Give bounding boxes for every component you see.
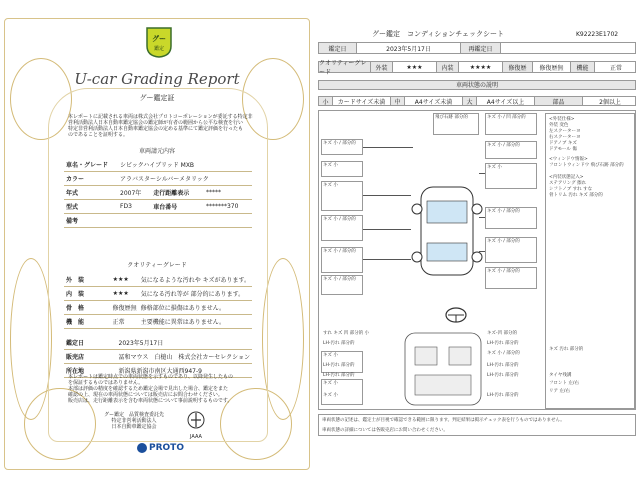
sheet-heading: グー鑑定 コンディションチェックシート: [371, 30, 505, 38]
interior-diagram: [395, 331, 491, 407]
table-row: 機 能 正常 主要機能に異常はありません。: [64, 315, 252, 329]
table-row: 骨 格 修復歴無 修格部位に損傷はありません。: [64, 301, 252, 315]
table-row: 車名・グレード シビックハイブリッド MXB: [64, 158, 252, 172]
condition-sheet: [318, 28, 636, 470]
svg-text:鑑定: 鑑定: [153, 46, 165, 52]
issuer: グー鑑定 品質検査委託先 特定非営利活動法人 日本自動車鑑定協会: [103, 412, 164, 430]
certificate-title: U-car Grading Report: [74, 70, 240, 88]
certificate-subtitle: グー鑑定証: [139, 94, 175, 102]
grading-certificate: [4, 18, 310, 470]
leader-line: [363, 147, 413, 148]
leader-line: [363, 195, 411, 196]
proto-logo: PROTO: [137, 441, 197, 455]
proto-mark-icon: [137, 443, 147, 453]
steering-wheel-icon: [445, 307, 467, 323]
document-id: K92223E1702: [576, 31, 619, 38]
leader-line: [479, 251, 485, 252]
goo-kantei-logo: [145, 26, 173, 58]
jaaa-seal: JAAA: [184, 410, 208, 434]
damage-diagram: キズ 小 / 部分的 キズ 小 キズ 小 キズ 小 / 部分的 キズ 小 / 部分的 キズ 小 / 部分的 キズ 小 キズ 小 キズ 小 飛び石跡 部分的 キズ 小 / 凹 部分的 キズ 小 / 部分的 キズ 小 キズ 小 / 部分的 キズ 小 / 部分的 キズ 小 / 部分的 キズ 小 / 部分的 すれ キズ 凹 部分的 小 LH-汚れ 部分的 LH-汚れ 部分的 LH-汚れ 部分的 キズ-凹 部分的 LH-汚れ 部分的 LH-汚れ 部分的 LH-汚れ 部分的 LH-汚れ 部分的 <外装仕様> 外装 変色 左スクーターヨ 右スクーターヨ ドアノブ キズ ドアモール 傷 <ウィンドウ情報> フロントウィンドウ 飛び石跡 部分的 <内装状態記入> ステアリング 擦れ シフトノブ すれ すな 骨トリム 汚れ キズ 部分的 キズ 汚れ 部分的 タイヤ残溝 フロント 左/右 リア 左/右: [318, 110, 636, 410]
car-top-view: [407, 183, 487, 279]
certificate-intro: 本レポートに記載される車両は株式会社プロトコーポレーションが委託する特定非 営利活動法人日本自動車鑑定協会の鑑定師が有者の範囲から公平な検査を行い 特定非営利活動法人日本自動車鑑定協会の定める基準にて鑑定評価を行ったも のであることを証明する。: [68, 114, 253, 138]
table-row: 所在地 新潟県新潟市南区大通西947-9: [64, 364, 252, 378]
size-legend-row: 小 カードサイズ未満 中 A4サイズ未満 大 A4サイズ以上 部品 2個以上: [318, 96, 636, 106]
quality-table: [64, 273, 252, 329]
svg-text:グー: グー: [152, 35, 166, 43]
date-row: 鑑定日 2023年5月17日 再鑑定日: [318, 42, 636, 54]
table-row: 外 装 ★★★ 気になるような汚れや キズがあります。: [64, 273, 252, 287]
leader-line: [363, 229, 411, 230]
table-row: 型式 FD3 車台番号 *******370: [64, 200, 252, 214]
table-row: 備考: [64, 214, 252, 228]
condition-section-title: 車両状態の説明: [318, 80, 636, 90]
quality-section-title: クオリティーグレード: [127, 262, 187, 269]
leader-line: [479, 217, 485, 218]
leader-line: [363, 259, 411, 260]
certificate-footer-note: 本レポートは鑑定時点での車両状態を示すものであり、以降発生したもの を保証するものではありません。 本部は評価の精度を確認するため鑑定会場で見出した場合、鑑定をまた 確認の上、現在の車両状態については販売店にお問合わせください。 販売店は、走行距離表示を含む車両状態について事前説明するものです。: [68, 374, 234, 404]
disclaimer-box: 車両状態の記述は、鑑定士が目視で確認できる範囲に限ります。判定結果は掲示チェック表を行うものではありません。 車両状態の詳細については各販売店にお問い合わせください。: [318, 414, 636, 436]
leader-line: [479, 173, 485, 174]
table-row: 内 装 ★★★ 気になる汚れ等が 部分的にあります。: [64, 287, 252, 301]
table-row: 販売店 冨和マウス 白槌山 株式会社カーセレクション: [64, 350, 252, 364]
vehicle-table: [64, 158, 252, 228]
table-row: 年式 2007年 走行距離表示 *****: [64, 186, 252, 200]
table-row: カラー アラバスターシルバーメタリック: [64, 172, 252, 186]
table-row: 鑑定日 2023年5月17日: [64, 336, 252, 350]
dealer-table: [64, 336, 252, 378]
grade-row: クオリティーグレード 外装 ★★★ 内装 ★★★★ 修復歴 修復歴無 機能 正常: [318, 61, 636, 73]
vehicle-section-title: 車両請元内容: [138, 148, 175, 155]
